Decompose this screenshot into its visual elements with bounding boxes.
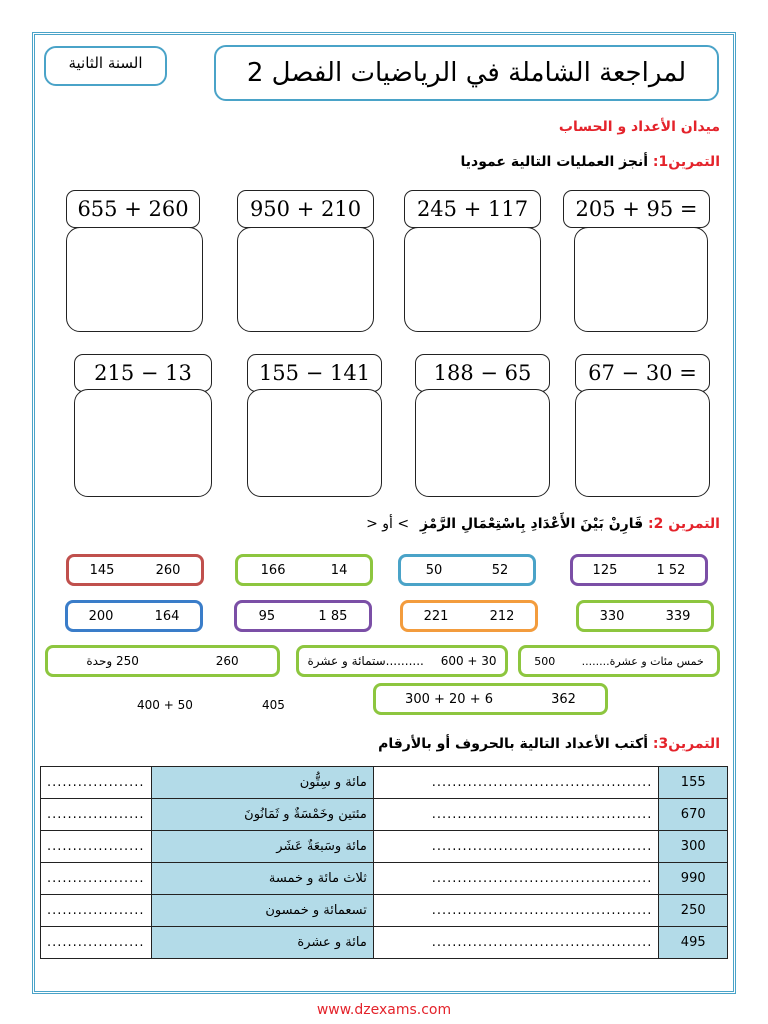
grade-label: السنة الثانية xyxy=(44,46,167,86)
answer-field[interactable]: ........................................... xyxy=(373,831,659,863)
answer-field[interactable]: ................... xyxy=(41,863,152,895)
compare-left: 145 xyxy=(89,562,115,578)
compare-right: 164 xyxy=(154,608,180,624)
table-row xyxy=(41,895,728,927)
compare-box[interactable] xyxy=(518,645,720,677)
compare-left: 200 xyxy=(88,608,114,624)
exercise-2-instruction: قَارِنْ بَيْنَ الأَعْدَادِ بِاسْتِعْمَالِ الرَّمْزِ xyxy=(419,516,644,532)
answer-box[interactable] xyxy=(66,227,203,332)
compare-right: 1 52 xyxy=(656,562,686,578)
compare-right: 212 xyxy=(489,608,515,624)
answer-box[interactable] xyxy=(247,389,382,497)
number-words: مائة و سِتُّون xyxy=(151,767,373,799)
compare-box[interactable] xyxy=(66,554,204,586)
operation-box: 950 + 210 xyxy=(237,190,374,228)
compare-left: 125 xyxy=(592,562,618,578)
answer-field[interactable]: ................... xyxy=(41,767,152,799)
answer-box[interactable] xyxy=(575,389,710,497)
compare-right: 339 xyxy=(665,608,691,624)
operation-box: 245 + 117 xyxy=(404,190,541,228)
compare-right: 405 xyxy=(262,698,285,712)
compare-left: 330 xyxy=(599,608,625,624)
compare-right: 260 xyxy=(155,562,181,578)
compare-left: 600 + 30 xyxy=(440,654,497,668)
answer-field[interactable]: ........................................... xyxy=(373,799,659,831)
compare-box[interactable] xyxy=(373,683,608,715)
answer-box[interactable] xyxy=(415,389,550,497)
table-row xyxy=(41,831,728,863)
compare-right: 1 85 xyxy=(318,608,348,624)
number-words: مئتين وخَمْسَةٌ و ثَمَانُونَ xyxy=(151,799,373,831)
exercise-2-heading xyxy=(366,516,720,532)
number-digits: 495 xyxy=(659,927,728,959)
compare-right: 52 xyxy=(491,562,509,578)
number-words: مائة وسَبعَةٌ عَشَر xyxy=(151,831,373,863)
compare-box[interactable] xyxy=(235,554,373,586)
comparison-symbols: > أو < xyxy=(366,516,410,532)
operation-box: 215 − 13 xyxy=(74,354,212,392)
compare-right: خمس مئات و عشرة........ xyxy=(581,654,704,668)
answer-box[interactable] xyxy=(574,227,708,332)
answer-box[interactable] xyxy=(237,227,374,332)
table-row xyxy=(41,927,728,959)
table-row xyxy=(41,799,728,831)
answer-box[interactable] xyxy=(74,389,212,497)
compare-right: 362 xyxy=(551,691,576,707)
exercise-2-label: التمرين 2: xyxy=(648,516,720,532)
compare-left: 250 وحدة xyxy=(86,654,139,668)
number-digits: 990 xyxy=(659,863,728,895)
number-words: ثلاث مائة و خمسة xyxy=(151,863,373,895)
compare-left: 500 xyxy=(534,654,556,668)
exercise-3-heading xyxy=(378,736,720,752)
operation-box: 655 + 260 xyxy=(66,190,200,228)
page-title: لمراجعة الشاملة في الرياضيات الفصل 2 xyxy=(214,45,719,101)
compare-box[interactable] xyxy=(234,600,372,632)
answer-box[interactable] xyxy=(404,227,541,332)
answer-field[interactable]: ........................................... xyxy=(373,767,659,799)
table-row xyxy=(41,863,728,895)
answer-field[interactable]: ................... xyxy=(41,799,152,831)
answer-field[interactable]: ................... xyxy=(41,831,152,863)
compare-left: 400 + 50 xyxy=(137,698,193,712)
operation-box: 188 − 65 xyxy=(415,354,550,392)
exercise-1-instruction: أنجز العمليات التالية عموديا xyxy=(460,154,649,170)
compare-left: 300 + 20 + 6 xyxy=(405,691,493,707)
section-title: ميدان الأعداد و الحساب xyxy=(558,119,720,135)
number-digits: 250 xyxy=(659,895,728,927)
compare-box[interactable] xyxy=(398,554,536,586)
operation-box: 67 − 30 = xyxy=(575,354,710,392)
compare-box[interactable] xyxy=(576,600,714,632)
answer-field[interactable]: ........................................... xyxy=(373,863,659,895)
operation-box: 155 − 141 xyxy=(247,354,382,392)
exercise-3-instruction: أكتب الأعداد التالية بالحروف أو بالأرقام xyxy=(378,736,649,752)
answer-field[interactable]: ................... xyxy=(41,895,152,927)
answer-field[interactable]: ........................................... xyxy=(373,895,659,927)
answer-field[interactable]: ........................................... xyxy=(373,927,659,959)
compare-left: 50 xyxy=(425,562,443,578)
answer-field[interactable]: ................... xyxy=(41,927,152,959)
compare-left: 166 xyxy=(260,562,286,578)
compare-box[interactable] xyxy=(45,645,280,677)
compare-right: 260 xyxy=(215,654,239,668)
compare-box[interactable] xyxy=(65,600,203,632)
compare-left: 221 xyxy=(423,608,449,624)
compare-right: 14 xyxy=(330,562,348,578)
compare-box[interactable] xyxy=(296,645,508,677)
number-words: تسعمائة و خمسون xyxy=(151,895,373,927)
number-digits: 300 xyxy=(659,831,728,863)
exercise-3-label: التمرين3: xyxy=(652,736,720,752)
compare-box[interactable] xyxy=(400,600,538,632)
operation-box: 205 + 95 = xyxy=(563,190,710,228)
exercise-1-heading xyxy=(461,154,720,170)
compare-box[interactable] xyxy=(570,554,708,586)
compare-left: 95 xyxy=(258,608,276,624)
numbers-table xyxy=(40,766,728,959)
number-words: مائة و عشرة xyxy=(151,927,373,959)
table-row xyxy=(41,767,728,799)
number-digits: 670 xyxy=(659,799,728,831)
exercise-1-label: التمرين1: xyxy=(652,154,720,170)
footer-link[interactable]: www.dzexams.com xyxy=(316,1002,452,1018)
number-digits: 155 xyxy=(659,767,728,799)
compare-right: ..........ستمائة و عشرة xyxy=(307,654,424,668)
